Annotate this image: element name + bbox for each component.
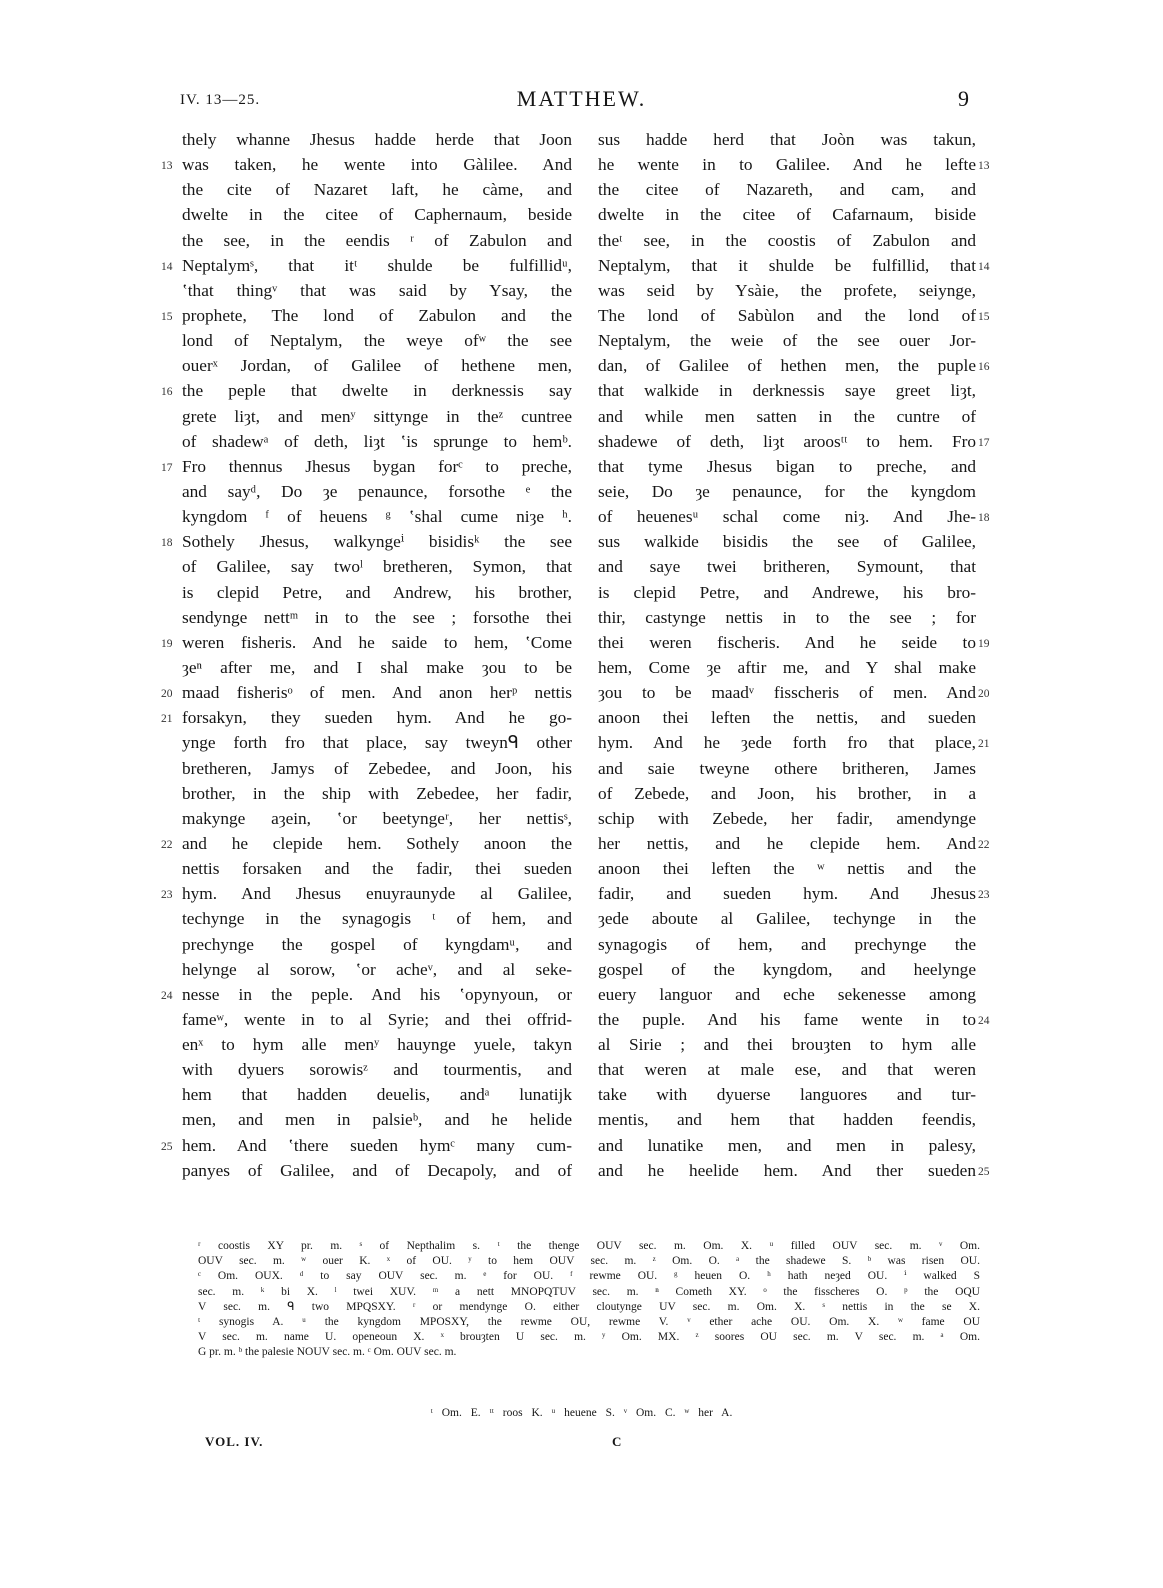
verse-number: 15	[978, 310, 990, 323]
line-text: Neptalym, the weie of the see ouer Jor-	[598, 331, 976, 351]
line-text: sus hadde herd that Joòn was takun,	[598, 130, 976, 149]
text-line	[182, 856, 572, 881]
line-text: that weren at male ese, and that weren	[598, 1060, 976, 1080]
text-line	[161, 454, 572, 479]
line-text: seie, Do ȝe penaunce, for the kyngdom	[598, 481, 976, 501]
verse-number: 21	[978, 738, 990, 751]
line-text: dwelte in the citee of Cafarnaum, biside	[598, 205, 976, 225]
text-line	[161, 680, 572, 705]
line-text: Fro thennus Jhesus bygan forᶜ to preche,	[182, 456, 572, 476]
text-line	[182, 756, 572, 781]
verse-number: 18	[161, 537, 173, 550]
text-line	[598, 1057, 976, 1082]
text-line	[598, 580, 976, 605]
verse-number: 13	[161, 160, 173, 173]
line-text: gospel of the kyngdom, and heelynge	[598, 959, 976, 979]
text-line	[182, 906, 572, 931]
line-text: makynge aȝein, ʽor beetyngeʳ, her nettisˢ,	[182, 808, 572, 828]
line-text: hem, Come ȝe aftir me, and Y shal make	[598, 657, 976, 677]
text-line	[598, 228, 976, 253]
page-number: 9	[958, 86, 969, 111]
verse-number: 24	[161, 989, 173, 1002]
text-line	[161, 253, 572, 278]
line-text: of Zebede, and Joon, his brother, in a	[598, 783, 976, 803]
verse-number: 23	[161, 889, 173, 902]
verse-number: 17	[978, 436, 990, 449]
line-text: he wente in to Galilee. And he lefte	[598, 155, 976, 175]
line-text: nettis forsaken and the fadir, thei sueden	[182, 859, 572, 879]
text-line	[182, 605, 572, 630]
text-line	[182, 278, 572, 303]
text-line	[598, 705, 976, 730]
text-line	[161, 303, 572, 328]
line-text: The lond of Sabùlon and the lond of	[598, 305, 976, 325]
text-line	[161, 152, 572, 177]
line-text: is clepid Petre, and Andrew, his brother,	[182, 582, 572, 602]
line-text: anoon thei leften the ʷ nettis and the	[598, 859, 976, 879]
text-line	[182, 730, 572, 755]
line-text: schip with Zebede, her fadir, amendynge	[598, 808, 976, 828]
text-line	[182, 479, 572, 504]
text-line	[182, 353, 572, 378]
line-text: nesse in the peple. And his ʽopynyoun, or	[182, 984, 572, 1004]
line-text: men, and men in palsieᵇ, and he helide	[182, 1110, 572, 1130]
line-text: anoon thei leften the nettis, and sueden	[598, 708, 976, 728]
text-line	[598, 1107, 976, 1132]
volume-label: VOL. IV.	[205, 1434, 264, 1449]
text-line	[182, 1007, 572, 1032]
verse-number: 16	[978, 361, 990, 374]
text-line	[598, 982, 976, 1007]
text-line	[598, 353, 990, 378]
text-line	[161, 378, 572, 403]
text-line	[182, 328, 572, 353]
right-column-wycliffe-later	[598, 127, 990, 1183]
line-text: prophete, The lond of Zabulon and the	[182, 305, 572, 325]
line-text: of heuenesᵘ schal come niȝ. And Jhe-	[598, 507, 976, 527]
line-text: ȝeⁿ after me, and I shal make ȝou to be	[182, 657, 572, 677]
line-text: euery languor and eche sekenesse among	[598, 984, 976, 1004]
text-line	[161, 705, 572, 730]
footnote-line: V sec. m. ᑫ two MPQSXY. ʳ or mendynge O. either cloutynge UV sec. m. Om. X. ˢ nettis in the se X.	[198, 1300, 980, 1313]
text-line	[161, 831, 572, 856]
text-line	[598, 529, 976, 554]
line-text: panyes of Galilee, and of Decapoly, and of	[182, 1160, 572, 1180]
text-line	[182, 554, 572, 579]
line-text: the peple that dwelte in derknessis say	[182, 381, 572, 401]
text-line	[598, 504, 990, 529]
line-text: Sothely Jhesus, walkyngeⁱ bisidisᵏ the see	[182, 532, 572, 552]
line-text: al Sirie ; and thei brouȝten to hym alle	[598, 1035, 976, 1055]
text-line	[182, 404, 572, 429]
printer-signature: C	[612, 1434, 622, 1449]
line-text: theᵗ see, in the coostis of Zabulon and	[598, 230, 976, 250]
text-line	[598, 328, 976, 353]
text-line	[182, 1158, 572, 1183]
line-text: her nettis, and he clepide hem. And	[598, 833, 976, 853]
verse-number: 18	[978, 512, 990, 525]
line-text: dwelte in the citee of Caphernaum, beside	[182, 205, 572, 225]
line-text: and while men satten in the cuntre of	[598, 406, 976, 426]
text-line	[598, 177, 976, 202]
text-line	[598, 253, 990, 278]
line-text: the see, in the eendis ʳ of Zabulon and	[182, 230, 572, 250]
verse-number: 25	[978, 1165, 990, 1178]
verse-number: 15	[161, 310, 173, 323]
text-line	[598, 1133, 976, 1158]
text-line	[182, 781, 572, 806]
verse-number: 19	[978, 637, 990, 650]
line-text: that tyme Jhesus bigan to preche, and	[598, 456, 976, 476]
line-text: with dyuers sorowisᶻ and tourmentis, and	[182, 1060, 572, 1080]
running-header	[0, 86, 1163, 116]
fine-variants: ᵗ Om. E. ᵗᵗ roos K. ᵘ heuene S. ᵛ Om. C. ʷ her A.	[430, 1407, 733, 1419]
text-line	[598, 881, 990, 906]
line-text: ȝede aboute al Galilee, techynge in the	[598, 909, 976, 929]
text-line	[598, 1032, 976, 1057]
line-text: dan, of Galilee of hethen men, the puple	[598, 356, 976, 376]
line-text: that walkide in derknessis saye greet liȝt,	[598, 381, 976, 401]
line-text: sendynge nettᵐ in to the see ; forsothe thei	[182, 607, 572, 627]
text-line	[598, 127, 976, 152]
line-text: thely whanne Jhesus hadde herde that Joon	[182, 130, 572, 149]
line-text: weren fisheris. And he saide to hem, ʽCome	[182, 632, 572, 652]
footnote-line: ᵗ synogis A. ᵘ the kyngdom MPOSXY, the rewme OU, rewme V. ᵛ ether ache OU. Om. X. ʷ fame OU	[198, 1316, 980, 1329]
footnote-line: sec. m. ᵏ bi X. ˡ twei XUV. ᵐ a nett MNOPQTUV sec. m. ⁿ Cometh XY. ᵒ the fisscheres O. ᵖ the OQU	[198, 1285, 980, 1298]
line-text: forsakyn, they sueden hym. And he go-	[182, 708, 572, 728]
line-text: maad fisherisᵒ of men. And anon herᵖ nettis	[182, 683, 572, 703]
line-text: ʽthat thingᵛ that was said by Ysay, the	[182, 280, 572, 300]
line-text: and sayᵈ, Do ȝe penaunce, forsothe ᵉ the	[182, 481, 572, 501]
text-line	[598, 1158, 990, 1183]
text-line	[598, 957, 976, 982]
text-line	[182, 655, 572, 680]
text-line	[598, 454, 976, 479]
line-text: was seid by Ysàie, the profete, seiynge,	[598, 280, 976, 300]
line-text: take with dyuerse languores and tur-	[598, 1085, 976, 1105]
line-text: fameʷ, wente in to al Syrie; and thei offrid-	[182, 1009, 572, 1029]
text-line	[182, 429, 572, 454]
text-line	[182, 580, 572, 605]
line-text: the cite of Nazaret laft, he càme, and	[182, 180, 572, 200]
text-line	[161, 529, 572, 554]
verse-number: 24	[978, 1014, 990, 1027]
text-line	[182, 1107, 572, 1132]
left-column-wycliffe-early	[161, 127, 572, 1183]
text-line	[598, 856, 976, 881]
text-line	[182, 957, 572, 982]
line-text: and lunatike men, and men in palesy,	[598, 1135, 976, 1155]
text-line	[182, 504, 572, 529]
line-text: Neptalym, that it shulde be fulfillid, that	[598, 255, 976, 275]
text-line	[182, 127, 572, 152]
line-text: synagogis of hem, and prechynge the	[598, 934, 976, 954]
verse-number: 13	[978, 160, 990, 173]
line-text: kyngdom ᶠ of heuens ᵍ ʽshal cume niȝe ʰ.	[182, 507, 572, 527]
text-line	[598, 404, 976, 429]
text-line	[598, 152, 990, 177]
verse-number: 21	[161, 713, 173, 726]
chapter-range: IV. 13—25.	[180, 92, 261, 108]
text-line	[598, 278, 976, 303]
line-text: bretheren, Jamys of Zebedee, and Joon, his	[182, 758, 572, 778]
verse-number: 19	[161, 637, 173, 650]
line-text: hem that hadden deuelis, andᵃ lunatijk	[182, 1085, 572, 1105]
text-line	[598, 429, 990, 454]
verse-number: 23	[978, 889, 990, 902]
text-line	[598, 932, 976, 957]
text-line	[161, 881, 572, 906]
text-line	[598, 554, 976, 579]
line-text: Neptalymˢ, that itᵗ shulde be fulfillidᵘ,	[182, 255, 572, 275]
verse-number: 14	[161, 260, 173, 273]
verse-number: 17	[161, 461, 173, 474]
text-line	[598, 303, 990, 328]
text-line	[182, 932, 572, 957]
verse-number: 22	[161, 838, 173, 851]
line-text: and he clepide hem. Sothely anoon the	[182, 833, 572, 853]
text-line	[598, 730, 990, 755]
text-line	[598, 906, 976, 931]
text-line	[161, 630, 572, 655]
footnotes-block	[198, 1239, 980, 1361]
line-text: helynge al sorow, ʽor acheᵛ, and al seke-	[182, 959, 572, 979]
verse-number: 16	[161, 386, 173, 399]
line-text: brother, in the ship with Zebedee, her fadir,	[182, 783, 572, 803]
text-line	[161, 982, 572, 1007]
footnote-line: ʳ coostis XY pr. m. ˢ of Nepthalim s. ᵗ the thenge OUV sec. m. Om. X. ᵘ filled OUV sec. m. ᵛ Om.	[198, 1240, 980, 1252]
line-text: is clepid Petre, and Andrewe, his bro-	[598, 582, 976, 602]
line-text: the citee of Nazareth, and cam, and	[598, 180, 976, 200]
text-line	[161, 1133, 572, 1158]
text-line	[182, 1032, 572, 1057]
line-text: of Galilee, say twoˡ bretheren, Symon, that	[182, 557, 572, 577]
text-line	[182, 1057, 572, 1082]
text-line	[598, 630, 990, 655]
line-text: the puple. And his fame wente in to	[598, 1009, 976, 1029]
text-line	[598, 806, 976, 831]
footnote-line: G pr. m. ᵇ the palesie NOUV sec. m. ᶜ Om. OUV sec. m.	[198, 1346, 457, 1359]
line-text: hym. And he ȝede forth fro that place,	[598, 733, 976, 753]
page-title: MATTHEW.	[516, 86, 647, 111]
line-text: fadir, and sueden hym. And Jhesus	[598, 884, 976, 904]
line-text: hem. And ʽthere sueden hymᶜ many cum-	[182, 1135, 572, 1155]
verse-number: 22	[978, 838, 990, 851]
line-text: ouerˣ Jordan, of Galilee of hethene men,	[182, 356, 572, 376]
line-text: techynge in the synagogis ᵗ of hem, and	[182, 909, 572, 929]
line-text: of shadewᵃ of deth, liȝt ʽis sprunge to hemᵇ.	[182, 431, 572, 451]
line-text: and saie tweyne othere britheren, James	[598, 758, 976, 778]
line-text: thir, castynge nettis in to the see ; for	[598, 607, 976, 627]
line-text: and he heelide hem. And ther sueden	[598, 1160, 976, 1180]
verse-number: 20	[978, 688, 990, 701]
line-text: enˣ to hym alle menʸ hauynge yuele, takyn	[182, 1035, 572, 1055]
text-line	[182, 202, 572, 227]
text-line	[598, 756, 976, 781]
footnote-line: ᶜ Om. OUX. ᵈ to say OUV sec. m. ᵉ for OU. ᶠ rewme OU. ᵍ heuen O. ʰ hath neȝed OU. ⁱ walked S	[198, 1270, 980, 1283]
text-line	[598, 781, 976, 806]
text-line	[598, 479, 976, 504]
text-line	[182, 228, 572, 253]
line-text: ȝou to be maadᵛ fisscheris of men. And	[598, 683, 976, 703]
line-text: mentis, and hem that hadden feendis,	[598, 1110, 976, 1130]
text-line	[598, 680, 990, 705]
text-line	[598, 1082, 976, 1107]
text-line	[598, 655, 976, 680]
verse-number: 14	[978, 260, 990, 273]
line-text: was taken, he wente into Gàlilee. And	[182, 155, 572, 175]
line-text: hym. And Jhesus enuyraunyde al Galilee,	[182, 884, 572, 904]
line-text: prechynge the gospel of kyngdamᵘ, and	[182, 934, 572, 954]
text-line	[182, 806, 572, 831]
line-text: thei weren fischeris. And he seide to	[598, 632, 976, 652]
text-line	[182, 1082, 572, 1107]
footnote-line: V sec. m. name U. openeoun X. ˣ brouȝten U sec. m. ʸ Om. MX. ᶻ soores OU sec. m. V sec. m. ᵃ Om.	[198, 1331, 980, 1344]
verse-number: 20	[161, 688, 173, 701]
text-line	[598, 1007, 990, 1032]
text-line	[598, 605, 976, 630]
verse-number: 25	[161, 1140, 173, 1153]
text-line	[182, 177, 572, 202]
text-line	[598, 831, 990, 856]
line-text: and saye twei britheren, Symount, that	[598, 557, 976, 577]
footnote-line: OUV sec. m. ʷ ouer K. ˣ of OU. ʸ to hem OUV sec. m. ᶻ Om. O. ᵃ the shadewe S. ᵇ was risen OU.	[198, 1255, 980, 1268]
line-text: sus walkide bisidis the see of Galilee,	[598, 532, 976, 552]
line-text: shadewe of deth, liȝt aroosᵗᵗ to hem. Fro	[598, 431, 976, 451]
line-text: grete liȝt, and menʸ sittynge in theᶻ cuntree	[182, 406, 572, 426]
line-text: ynge forth fro that place, say tweynᑫ other	[182, 733, 572, 753]
line-text: lond of Neptalym, the weye ofʷ the see	[182, 331, 572, 351]
text-line	[598, 378, 976, 403]
text-line	[598, 202, 976, 227]
